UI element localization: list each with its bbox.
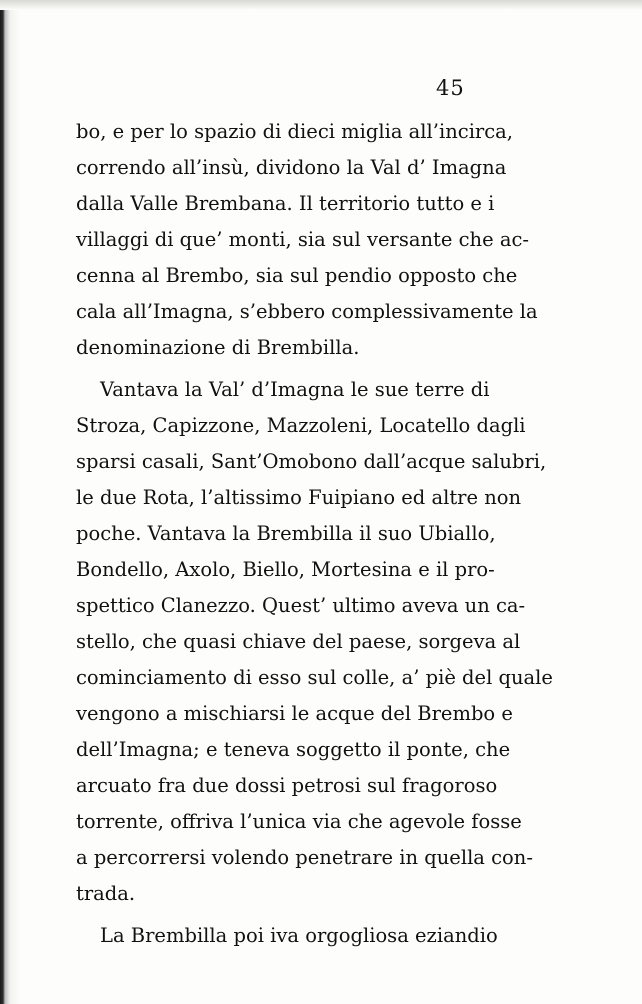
text-line: le due Rota, l’altissimo Fuipiano ed altre non [76,486,522,509]
text-line: La Brembilla poi iva orgogliosa eziandio [100,924,498,947]
text-line: dell’Imagna; e teneva soggetto il ponte, che [76,738,511,761]
text-line: Vantava la Val’ d’Imagna le sue terre di [100,378,490,401]
text-line: Bondello, Axolo, Biello, Mortesina e il pro- [76,558,495,581]
page-binding-shadow [0,0,22,1004]
text-line: torrente, offriva l’unica via che agevole fosse [76,810,522,833]
text-line: stello, che quasi chiave del paese, sorgeva al [76,630,521,653]
page-number: 45 [436,76,465,100]
text-line: denominazione di Brembilla. [76,336,360,359]
text-line: poche. Vantava la Brembilla il suo Ubiallo, [76,522,496,545]
text-line: villaggi di que’ monti, sia sul versante che ac- [76,228,529,251]
text-line: cominciamento di esso sul colle, a’ piè del quale [76,666,553,689]
text-line: bo, e per lo spazio di dieci miglia all’incirca, [76,120,513,143]
text-line: cenna al Brembo, sia sul pendio opposto che [76,264,518,287]
text-line: sparsi casali, Sant’Omobono dall’acque salubri, [76,450,547,473]
text-line: arcuato fra due dossi petrosi sul fragoroso [76,774,498,797]
text-line: a percorrersi volendo penetrare in quella con- [76,846,533,869]
text-line: dalla Valle Brembana. Il territorio tutto e i [76,192,495,215]
text-line: vengono a mischiarsi le acque del Brembo e [76,702,513,725]
text-line: Stroza, Capizzone, Mazzoleni, Locatello dagli [76,414,526,437]
page-top-edge [0,0,642,10]
text-line: spettico Clanezzo. Quest’ ultimo aveva un ca- [76,594,526,617]
text-line: correndo all’insù, dividono la Val d’ Imagna [76,156,507,179]
text-line: cala all’Imagna, s’ebbero complessivamente la [76,300,538,323]
text-line: trada. [76,882,136,905]
